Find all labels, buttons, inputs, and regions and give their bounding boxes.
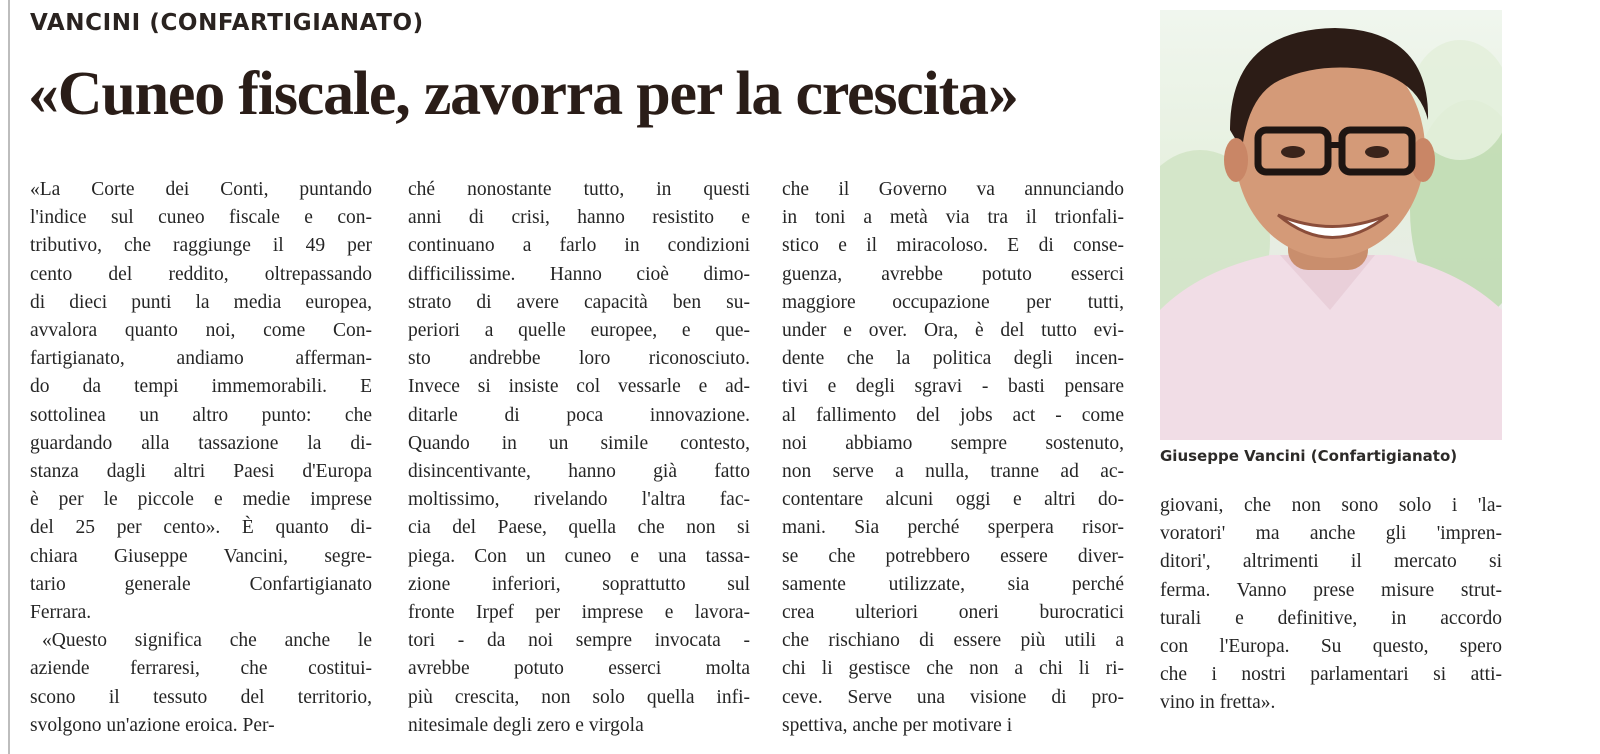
text-line: Quando in un simile contesto,	[408, 432, 750, 454]
text-line: contentare alcuni oggi e altri do-	[782, 489, 1124, 511]
text-line: moltissimo, rivelando l'altra fac-	[408, 489, 750, 511]
text-line: voratori' ma anche gli 'impren-	[1160, 523, 1502, 545]
text-line: tivi e degli sgravi - basti pensare	[782, 376, 1124, 398]
text-line: del 25 per cento». È quanto di-	[30, 517, 372, 539]
text-line: più crescita, non solo quella infi-	[408, 686, 750, 708]
text-line: stanza dagli altri Paesi d'Europa	[30, 461, 372, 483]
text-line: under e over. Ora, è del tutto evi-	[782, 320, 1124, 342]
article-headline: «Cuneo fiscale, zavorra per la crescita»	[28, 60, 1018, 128]
text-line: guenza, avrebbe potuto esserci	[782, 263, 1124, 285]
text-line: turali e definitive, in accordo	[1160, 607, 1502, 629]
text-line: mani. Sia perché sperpera risor-	[782, 517, 1124, 539]
text-line: sottolinea un altro punto: che	[30, 404, 372, 426]
text-line: strato di avere capacità ben su-	[408, 291, 750, 313]
text-line: do da tempi immemorabili. E	[30, 376, 372, 398]
text-line: che rischiano di essere più utili a	[782, 630, 1124, 652]
text-line: ceve. Serve una visione di pro-	[782, 686, 1124, 708]
text-line: giovani, che non sono solo i 'la-	[1160, 495, 1502, 516]
text-line: è per le piccole e medie imprese	[30, 489, 372, 511]
text-line: scono il tessuto del territorio,	[30, 686, 372, 708]
portrait-illustration	[1160, 10, 1502, 440]
article-column-4	[1160, 492, 1502, 718]
text-line: cia del Paese, quella che non si	[408, 517, 750, 539]
text-line: «La Corte dei Conti, puntando	[30, 179, 372, 200]
text-line: aziende ferraresi, che costitui-	[30, 658, 372, 680]
text-line: periori a quelle europee, e que-	[408, 320, 750, 342]
text-line: tributivo, che raggiunge il 49 per	[30, 235, 372, 257]
text-line: tario generale Confartigianato	[30, 573, 372, 595]
text-line: dente che la politica degli incen-	[782, 348, 1124, 370]
text-line: samente utilizzate, sia perché	[782, 573, 1124, 595]
text-line: spettiva, anche per motivare i	[782, 714, 1013, 736]
text-line: nitesimale degli zero e virgola	[408, 714, 644, 736]
text-line: «Questo significa che anche le	[42, 630, 372, 652]
text-line: al fallimento del jobs act - come	[782, 404, 1124, 426]
portrait-photo	[1160, 10, 1502, 440]
text-line: che il Governo va annunciando	[782, 179, 1124, 200]
text-line: noi abbiamo sempre sostenuto,	[782, 432, 1124, 454]
text-line: sto andrebbe loro riconosciuto.	[408, 348, 750, 370]
text-line: non serve a nulla, tranne ad ac-	[782, 461, 1124, 483]
text-line: continuano a farlo in condizioni	[408, 235, 750, 257]
text-line: anni di crisi, hanno resistito e	[408, 207, 750, 229]
article-column-3	[782, 176, 1124, 740]
text-line: piega. Con un cuneo e una tassa-	[408, 545, 750, 567]
text-line: zione inferiori, soprattutto sul	[408, 573, 750, 595]
article-column-2	[408, 176, 750, 740]
text-line: l'indice sul cuneo fiscale e con-	[30, 207, 372, 229]
text-line: difficilissime. Hanno cioè dimo-	[408, 263, 750, 285]
text-line: ditarle di poca innovazione.	[408, 404, 750, 426]
text-line: guardando alla tassazione la di-	[30, 432, 372, 454]
text-line: ché nonostante tutto, in questi	[408, 179, 750, 200]
text-line: stico e il miracoloso. E di conse-	[782, 235, 1124, 257]
text-line: di dieci punti la media europea,	[30, 291, 372, 313]
text-line: fartigianato, andiamo afferman-	[30, 348, 372, 370]
text-line: in toni a metà via tra il trionfali-	[782, 207, 1124, 229]
text-line: vino in fretta».	[1160, 692, 1276, 714]
text-line: con l'Europa. Su questo, spero	[1160, 636, 1502, 658]
text-line: Invece si insiste col vessarle e ad-	[408, 376, 750, 398]
text-line: ditori', altrimenti il mercato si	[1160, 551, 1502, 573]
photo-caption: Giuseppe Vancini (Confartigianato)	[1160, 447, 1458, 465]
article-kicker: VANCINI (CONFARTIGIANATO)	[30, 10, 424, 36]
page-margin-rule	[8, 0, 10, 754]
text-line: tori - da noi sempre invocata -	[408, 630, 750, 652]
text-line: chi li gestisce che non a chi li ri-	[782, 658, 1124, 680]
text-line: svolgono un'azione eroica. Per-	[30, 714, 275, 736]
text-line: crea ulteriori oneri burocratici	[782, 602, 1124, 624]
text-line: se che potrebbero essere diver-	[782, 545, 1124, 567]
text-line: Ferrara.	[30, 602, 92, 624]
text-line: che i nostri parlamentari si atti-	[1160, 664, 1502, 686]
text-line: fronte Irpef per imprese e lavora-	[408, 602, 750, 624]
text-line: ferma. Vanno prese misure strut-	[1160, 579, 1502, 601]
text-line: disincentivante, hanno già fatto	[408, 461, 750, 483]
text-line: avvalora quanto noi, come Con-	[30, 320, 372, 342]
text-line: chiara Giuseppe Vancini, segre-	[30, 545, 372, 567]
text-line: maggiore occupazione per tutti,	[782, 291, 1124, 313]
article-column-1	[30, 176, 372, 740]
text-line: cento del reddito, oltrepassando	[30, 263, 372, 285]
text-line: avrebbe potuto esserci molta	[408, 658, 750, 680]
